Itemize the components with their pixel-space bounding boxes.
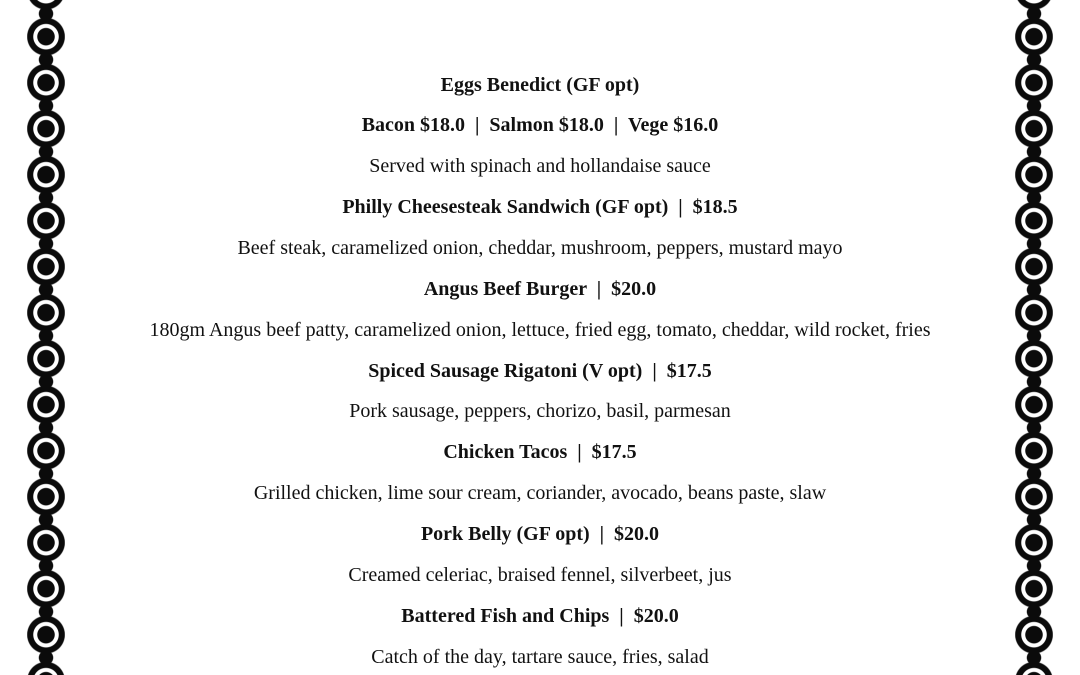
right-border-circle-chain-ornament — [1015, 0, 1053, 675]
item-title: Chicken Tacos | $17.5 — [443, 441, 637, 464]
menu — [70, 0, 1010, 675]
left-border-circle-chain-ornament — [27, 0, 65, 675]
item-description: Creamed celeriac, braised fennel, silverbeet, jus — [348, 563, 732, 586]
item-description: Beef steak, caramelized onion, cheddar, mushroom, peppers, mustard mayo — [237, 236, 843, 259]
menu-item — [70, 432, 1010, 514]
item-description: 180gm Angus beef patty, caramelized onion, lettuce, fried egg, tomato, cheddar, wild rocket, fries — [149, 318, 931, 341]
item-title: Philly Cheesesteak Sandwich (GF opt) | $18.5 — [342, 196, 738, 219]
item-variants: Bacon $18.0 | Salmon $18.0 | Vege $16.0 — [361, 114, 719, 137]
item-title: Angus Beef Burger | $20.0 — [423, 277, 657, 300]
item-title: Battered Fish and Chips | $20.0 — [401, 604, 679, 627]
menu-item — [70, 596, 1010, 675]
item-title: Pork Belly (GF opt) | $20.0 — [420, 522, 660, 545]
menu-item — [70, 351, 1010, 433]
item-description: Served with spinach and hollandaise sauce — [369, 155, 711, 178]
menu-item — [70, 187, 1010, 269]
item-description: Grilled chicken, lime sour cream, coriander, avocado, beans paste, slaw — [253, 482, 827, 505]
menu-item — [70, 269, 1010, 351]
item-description: Pork sausage, peppers, chorizo, basil, parmesan — [349, 400, 731, 423]
item-title: Spiced Sausage Rigatoni (V opt) | $17.5 — [368, 359, 712, 382]
menu-item — [70, 514, 1010, 596]
item-title: Eggs Benedict (GF opt) — [440, 73, 640, 96]
menu-item — [70, 65, 1010, 188]
item-description: Catch of the day, tartare sauce, fries, salad — [371, 645, 709, 668]
